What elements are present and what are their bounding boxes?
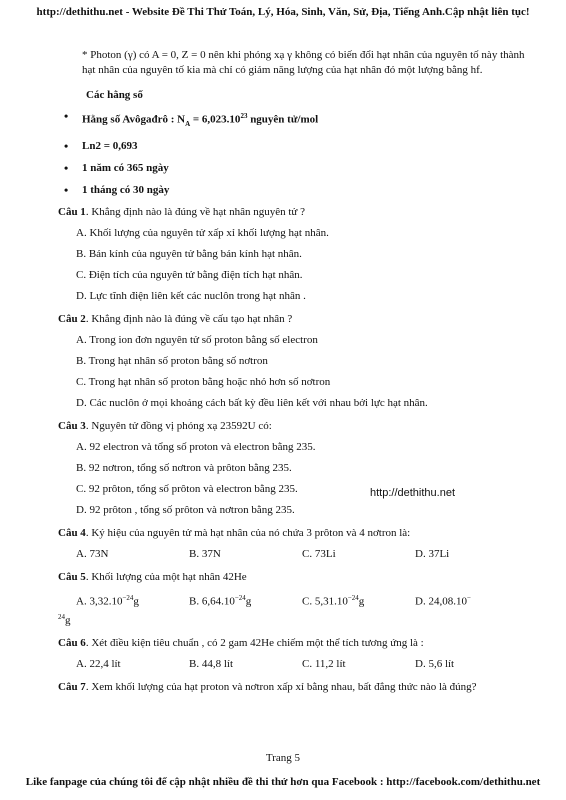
question-3-text-post: có: [255,419,272,432]
q6-option-a: A. 22,4 lít [76,658,121,671]
q1-option-c: C. Điện tích của nguyên tử bằng điện tích hạt nhân. [76,268,303,281]
q4-option-b [189,547,302,562]
q4-c-isotope [315,548,326,560]
q1-option-d: D. Lực tĩnh điện liên kết các nuclôn trong hạt nhân . [76,289,306,302]
question-2-label: Câu 2 [58,312,86,325]
q4-options [76,547,528,562]
q5-mass-number: 4 [222,570,229,583]
question-4-text: . Ký hiệu của nguyên tử mà hạt nhân của nó chứa 3 prôton và 4 nơtron là: [85,526,411,539]
question-3-label: Câu 3 [58,419,86,432]
watermark-url: http://dethithu.net [370,487,456,499]
q2-option-a: A. Trong ion đơn nguyên tử số proton bằng số electron [76,333,318,346]
avogadro-label: Hằng số Avôgađrô : N [82,113,186,126]
question-7-text: . Xem khối lượng của hạt proton và nơtron xấp xỉ bằng nhau, bất đẳng thức nào là đúng? [85,681,477,694]
q4-a-atomic: 3 [94,547,101,560]
q4-d-letter: D. [415,547,429,560]
question-3-text-pre: . Nguyên tử đồng vị phóng xạ [85,419,221,432]
constant-avogadro [58,109,528,132]
q3-option-b: B. 92 nơtron, tổng số nơtron và prôton bằng 235. [76,461,292,474]
q3-mass-number: 235 [220,419,237,432]
question-6-text-post: chiếm một thể tích tương ứng là : [273,637,424,650]
question-1-label: Câu 1 [58,205,86,218]
q6-isotope [250,637,261,649]
q5-b-unit: g [245,595,252,608]
q5-isotope [223,571,234,583]
q4-a-isotope [89,548,100,560]
q4-b-isotope [202,548,213,560]
q4-b-symbol: N [212,547,221,560]
q5-b-value: B. 6,64.10 [189,595,235,608]
q6-option-c: C. 11,2 lít [302,658,346,671]
q5-option-b [189,591,302,610]
q4-b-mass: 3 [201,547,208,560]
q4-c-mass: 7 [314,547,321,560]
question-2 [58,312,528,411]
q4-option-a [76,547,189,562]
q5-b-exponent: −24 [234,593,246,602]
constant-ln2: • Ln2 = 0,693 [58,139,528,154]
q1-option-b: B. Bán kính của nguyên tử bằng bán kính hạt nhân. [76,247,302,260]
constants-heading: Các hằng số [86,89,143,101]
q5-d-exponent-cont: 24 [58,612,65,621]
q6-atomic-number: 2 [255,637,262,650]
q5-a-exponent: −24 [122,593,134,602]
q4-d-isotope [428,548,439,560]
question-2-text: . Khẳng định nào là đúng về cấu tạo hạt nhân ? [85,312,293,325]
q5-c-value: C. 5,31.10 [302,595,348,608]
q2-option-b: B. Trong hạt nhân số proton bằng số nơtron [76,354,268,367]
question-3 [58,419,528,518]
constant-month: • 1 tháng có 30 ngày [58,183,528,198]
q4-c-letter: C. [302,547,315,560]
q5-atomic-number: 2 [228,570,234,583]
constant-year: • 1 năm có 365 ngày [58,161,528,176]
q4-d-symbol: Li [439,547,450,560]
photon-note: * Photon (γ) có A = 0, Z = 0 nên khi phóng xạ γ không có biến đổi hạt nhân của nguyên tố này thành hạt nhân của nguyên tố kia mà chỉ có giảm năng lượng của hạt nhân đó một lượng bằng hf. [82,49,525,76]
q6-element-symbol: He [261,637,274,650]
q3-option-c: C. 92 prôton, tổng số prôton và electron bằng 235. [76,482,298,495]
q3-atomic-number: 92 [236,419,248,432]
q6-option-d: D. 5,6 lít [415,658,455,671]
q5-option-d [415,591,528,610]
avogadro-exponent: 23 [240,112,248,120]
page-number: Trang 5 [265,752,301,764]
constants-list [58,109,528,198]
avogadro-value: = 6,023.10 [190,113,241,126]
question-1-text: . Khẳng định nào là đúng về hạt nhân nguyên tử ? [85,205,306,218]
question-1 [58,205,528,304]
q4-a-letter: A. [76,547,90,560]
q4-a-symbol: N [100,547,109,560]
avogadro-subscript: A [185,119,191,128]
q5-element-symbol: He [233,570,247,583]
q5-d-exponent: − [466,593,471,602]
q4-c-atomic: 3 [320,547,326,560]
q5-c-exponent: −24 [347,593,359,602]
q4-d-mass: 3 [428,547,434,560]
question-6-text-pre: . Xét điều kiện tiêu chuẩn , có 2 gam [85,637,251,650]
q2-option-c: C. Trong hạt nhân số proton bằng hoặc nhỏ hơn số nơtron [76,375,331,388]
question-6-label: Câu 6 [58,637,86,650]
q5-d-continuation [58,610,528,629]
q4-b-letter: B. [189,547,202,560]
q5-options [76,591,528,610]
q4-c-symbol: Li [325,547,336,560]
q3-element-symbol: U [247,419,256,432]
q4-option-c [302,547,415,562]
q5-a-unit: g [133,595,139,608]
q5-a-value: A. 3,32.10 [76,595,123,608]
q5-option-c [302,591,415,610]
q6-options [76,657,528,672]
q2-option-d: D. Các nuclôn ở mọi khoảng cách bất kỳ đều liên kết với nhau bởi lực hạt nhân. [76,396,428,409]
q4-a-mass: 7 [89,547,95,560]
q5-c-unit: g [358,595,365,608]
q1-option-a: A. Khối lượng của nguyên tử xấp xỉ khối lượng hạt nhân. [76,226,329,239]
q5-d-unit: g [65,614,71,627]
question-4 [58,526,528,562]
avogadro-unit: nguyên tử/mol [247,113,319,126]
document-body [58,48,528,695]
question-5 [58,570,528,628]
question-5-text: . Khối lượng của một hạt nhân [85,570,223,583]
question-7-label: Câu 7 [58,681,86,694]
q3-option-d: D. 92 prôton , tổng số prôton và nơtron bằng 235. [76,503,295,516]
page-header: http://dethithu.net - Website Đề Thi Thử Toán, Lý, Hóa, Sinh, Văn, Sử, Địa, Tiếng Anh.Cập nhật liên tục! [36,6,530,18]
question-7 [58,680,528,695]
question-5-label: Câu 5 [58,570,86,583]
q4-d-atomic: 7 [433,547,440,560]
q6-mass-number: 4 [250,637,256,650]
q3-option-a: A. 92 electron và tổng số proton và electron bằng 235. [76,440,316,453]
q5-d-value: D. 24,08.10 [415,595,467,608]
q4-option-d [415,547,528,562]
question-4-label: Câu 4 [58,526,86,539]
q4-b-atomic: 7 [207,547,213,560]
page-footer: Like fanpage của chúng tôi để cập nhật nhiều đề thi thử hơn qua Facebook : http://facebook.com/dethithu.net [25,776,541,788]
q5-option-a [76,591,189,610]
question-6 [58,636,528,672]
q6-option-b: B. 44,8 lít [189,658,234,671]
q3-isotope [220,420,248,432]
